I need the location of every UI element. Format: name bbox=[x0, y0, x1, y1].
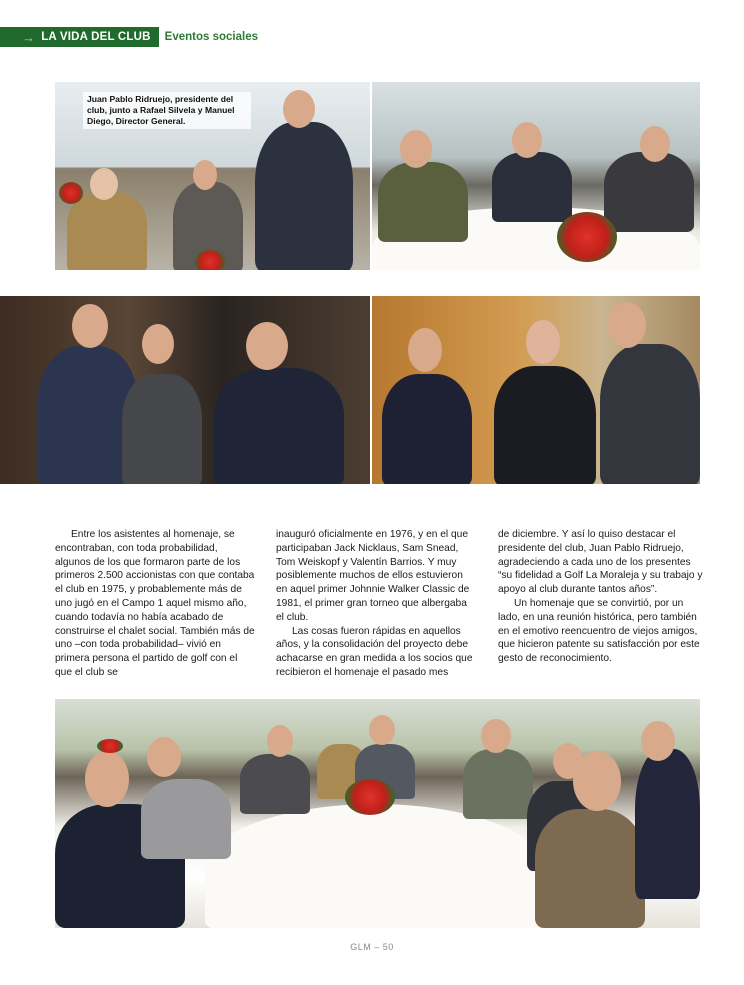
photo-guests-conversation bbox=[0, 296, 370, 484]
paragraph: Las cosas fueron rápidas en aquellos años, y la consolidación del proyecto debe achacarse en gran medida a los socios que recibieron el homenaje el pasado mes bbox=[276, 625, 473, 678]
photo-dinner-table bbox=[372, 82, 700, 270]
section-header bbox=[0, 27, 258, 47]
section-title: LA VIDA DEL CLUB bbox=[41, 31, 151, 43]
arrow-right-icon: → bbox=[22, 29, 36, 45]
photo-president-speech bbox=[55, 82, 370, 270]
photo-caption: Juan Pablo Ridruejo, presidente del club, junto a Rafael Silvela y Manuel Diego, Director General. bbox=[83, 92, 251, 129]
photo-three-gentlemen bbox=[372, 296, 700, 484]
paragraph: inauguró oficialmente en 1976, y en el que participaban Jack Nicklaus, Sam Snead, Tom Weiskopf y Valentín Barrios. Y muy posiblemente muchos de ellos estuvieron en aquel primer Johnnie Walker Classic de 1981, el primer gran torneo que albergaba el club. bbox=[276, 529, 470, 623]
paragraph: Entre los asistentes al homenaje, se encontraban, con toda probabilidad, algunos de los que formaron parte de los primeros 2.500 accionistas con que contaba el club en 1975, y probablemente más de uno jugó en el Campo 1 aquel mismo año, cuando todavía no había acabado de construirse el chalet social. También más de uno –con toda probabilidad– vivió en primera persona el partido de golf con el que el club se bbox=[55, 529, 255, 678]
paragraph: de diciembre. Y así lo quiso destacar el presidente del club, Juan Pablo Ridruejo, agradeciendo a cada uno de los presentes “su fidelidad a Golf La Moraleja y su trabajo y apoyo al club durante tantos años”. bbox=[498, 529, 703, 596]
article-column-3 bbox=[498, 528, 703, 666]
subsection-title: Eventos sociales bbox=[164, 31, 258, 43]
section-tag bbox=[0, 27, 159, 47]
page-number: GLM – 50 bbox=[350, 942, 394, 952]
article-column-1 bbox=[55, 528, 255, 680]
paragraph: Un homenaje que se convirtió, por un lado, en una reunión histórica, pero también en el emotivo reencuentro de viejos amigos, que hicieron patente su satisfacción por este gesto de reconocimiento. bbox=[498, 597, 700, 665]
photo-group-dinner bbox=[55, 699, 700, 928]
article-column-2 bbox=[276, 528, 476, 680]
